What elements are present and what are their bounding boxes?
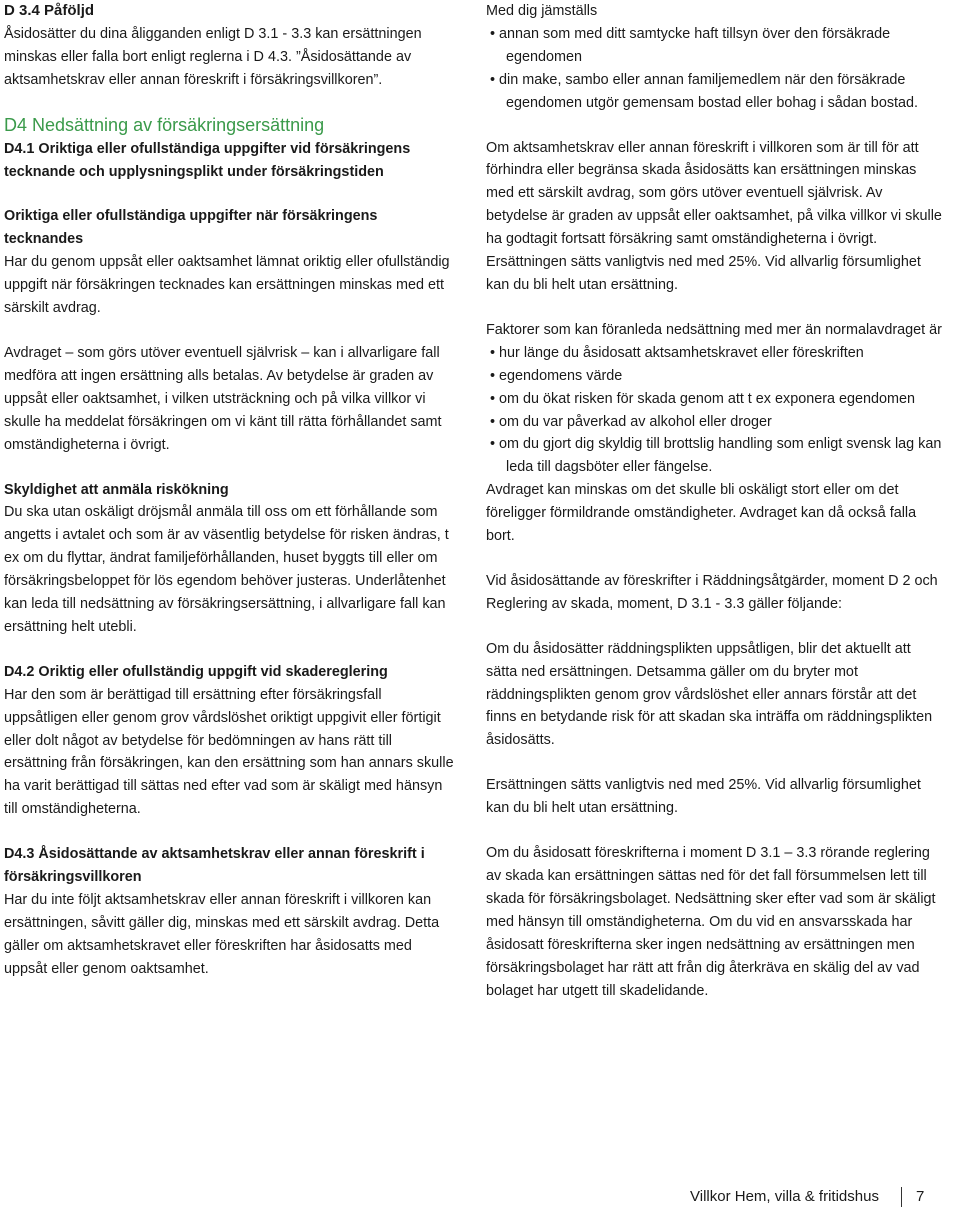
list-item-text: annan som med ditt samtycke haft tillsyn över den försäkrade egendomen [499, 25, 891, 65]
equated-intro: Med dig jämställs [486, 3, 598, 19]
right-paragraph-4: Vid åsidosättande av föreskrifter i Räddningsåtgärder, moment D 2 och Reglering av skada, moment, D 3.1 - 3.3 gäller följande: [486, 572, 938, 612]
footer-divider [901, 1187, 902, 1207]
list-item-text: din make, sambo eller annan familjemedlem när den försäkrade egendomen utgör gemensam bostad eller bohag i sådan bostad. [499, 71, 919, 111]
d41-subheading-risk-increase: Skyldighet att anmäla riskökning [4, 481, 229, 498]
right-paragraph-6: Ersättningen sätts vanligtvis ned med 25%. Vid allvarlig försumlighet kan du bli helt utan ersättning. [486, 777, 921, 817]
section-d34-text: Åsidosätter du dina åligganden enligt D 3.1 - 3.3 kan ersättningen minskas eller falla bort enligt reglerna i D 4.3. ”Åsidosättande av aktsamhetskrav eller annan föreskrift i försäkringsvillkoren”. [4, 25, 422, 88]
right-paragraph-2: Ersättningen sätts vanligtvis ned med 25%. Vid allvarlig försumlighet kan du bli helt utan ersättning. [486, 254, 921, 293]
footer-title: Villkor Hem, villa & fritidshus [690, 1188, 879, 1205]
d42-paragraph: Har den som är berättigad till ersättning efter försäkringsfall uppsåtligen eller genom grov vårdslöshet oriktigt uppgivit eller förtigit eller dolt något av betydelse för bedömningen av hans rätt till ersättning från försäkringen, kan den ersättning som han annars skulle ha varit berättigad till sättas ned efter vad som är skäligt med hänsyn till omständigheterna. [4, 686, 454, 818]
list-item-text: om du ökat risken för skada genom att t ex exponera egendomen [499, 390, 916, 407]
d41-paragraph-1: Har du genom uppsåt eller oaktsamhet lämnat oriktig eller ofullständig uppgift när försäkringen tecknades kan ersättningen minskas med ett särskilt avdrag. [4, 254, 450, 317]
list-item: • din make, sambo eller annan familjemedlem när den försäkrade egendomen utgör gemensam bostad eller bohag i sådan bostad. [490, 71, 919, 111]
list-item: • om du var påverkad av alkohol eller droger [490, 413, 772, 430]
list-item: • annan som med ditt samtycke haft tillsyn över den försäkrade egendomen [490, 25, 891, 65]
list-item: • om du gjort dig skyldig till brottslig handling som enligt svensk lag kan leda till dagsböter eller fängelse. [490, 436, 942, 476]
d43-paragraph: Har du inte följt aktsamhetskrav eller annan föreskrift i villkoren kan ersättningen, såvitt gäller dig, minskas med ett särskilt avdrag. Detta gäller om aktsamhetskravet eller föreskriften har åsidosatts med uppsåt eller genom oaktsamhet. [4, 892, 440, 977]
d41-paragraph-3: Du ska utan oskäligt dröjsmål anmäla till oss om ett förhållande som angetts i avtalet och som är av väsentlig betydelse för risken ändras, t ex om du flyttar, ändrat familjeförhållanden, huset byggts till eller om försäkringsbeloppet för lös egendom behöver justeras. Underlåtenhet kan leda till nedsättning av försäkringsersättning, i allvarligare fall kan ersättning helt utebli. [4, 504, 449, 635]
list-item-text: om du var påverkad av alkohol eller droger [499, 413, 772, 430]
list-item: • om du ökat risken för skada genom att t ex exponera egendomen [490, 390, 916, 407]
right-paragraph-7: Om du åsidosatt föreskrifterna i moment D 3.1 – 3.3 rörande reglering av skada kan ersättningen sättas ned för det fall försummelsen lett till skada för försäkringsbolaget. Nedsättning sker efter vad som är skäligt med hänsyn till omständigheterna. Om du vid en ansvarsskada har åsidosatt föreskrifterna sker ingen nedsättning av ersättningen men försäkringsbolaget har rätt att från dig återkräva en skälig del av vad bolaget har utgett till skadelidande. [486, 845, 936, 999]
right-paragraph-3: Avdraget kan minskas om det skulle bli oskäligt stort eller om det föreligger förmildrande omständigheter. Avdraget kan då också falla bort. [486, 482, 917, 545]
page-number: 7 [915, 1188, 925, 1205]
d41-paragraph-2: Avdraget – som görs utöver eventuell självrisk – kan i allvarligare fall medföra att ingen ersättning alls betalas. Av betydelse är graden av uppsåt eller oaktsamhet, i vilken utsträckning och på vilka villkor vi skulle ha meddelat försäkringen om vi känt till rätta förhållandet samt omständigheterna i övrigt. [4, 344, 442, 453]
d41-subheading-incorrect-info: Oriktiga eller ofullständiga uppgifter när försäkringens tecknandes [4, 208, 378, 248]
section-d41-title: D4.1 Oriktiga eller ofullständiga uppgifter vid försäkringens tecknande och upplysningsplikt under försäkringstiden [4, 140, 411, 180]
page-footer [690, 1186, 960, 1208]
list-item-text: egendomens värde [499, 367, 623, 384]
list-item: • hur länge du åsidosatt aktsamhetskravet eller föreskriften [490, 344, 864, 361]
list-item-text: om du gjort dig skyldig till brottslig handling som enligt svensk lag kan leda till dagsböter eller fängelse. [499, 436, 942, 476]
list-item: • egendomens värde [490, 367, 623, 384]
section-d42-title: D4.2 Oriktig eller ofullständig uppgift vid skadereglering [4, 663, 388, 680]
section-d43-title: D4.3 Åsidosättande av aktsamhetskrav eller annan föreskrift i försäkringsvillkoren [4, 846, 425, 886]
section-d4-title: D4 Nedsättning av försäkringsersättning [4, 114, 325, 135]
left-column [4, 0, 454, 981]
right-paragraph-5: Om du åsidosätter räddningsplikten uppsåtligen, blir det aktuellt att sätta ned ersättningen. Detsamma gäller om du bryter mot räddningsplikten genom grov vårdslöshet eller annars förstår att det finns en betydande risk för att skadan ska inträffa om räddningsplikten åsidosätts. [486, 640, 933, 749]
right-paragraph-1: Om aktsamhetskrav eller annan föreskrift i villkoren som är till för att förhindra eller begränsa skada åsidosätts kan ersättningen minskas med ett särskilt avdrag, som görs utöver eventuell självrisk. Av betydelse är graden av uppsåt eller oaktsamhet, på vilka villkor vi skulle ha godtagit fortsatt försäkring samt omständigheterna i övrigt. [486, 139, 942, 248]
section-d34-title: D 3.4 Påföljd [4, 2, 95, 19]
list-item-text: hur länge du åsidosatt aktsamhetskravet eller föreskriften [499, 344, 864, 361]
right-column [486, 0, 944, 1002]
factors-intro: Faktorer som kan föranleda nedsättning med mer än normalavdraget är [486, 321, 942, 338]
